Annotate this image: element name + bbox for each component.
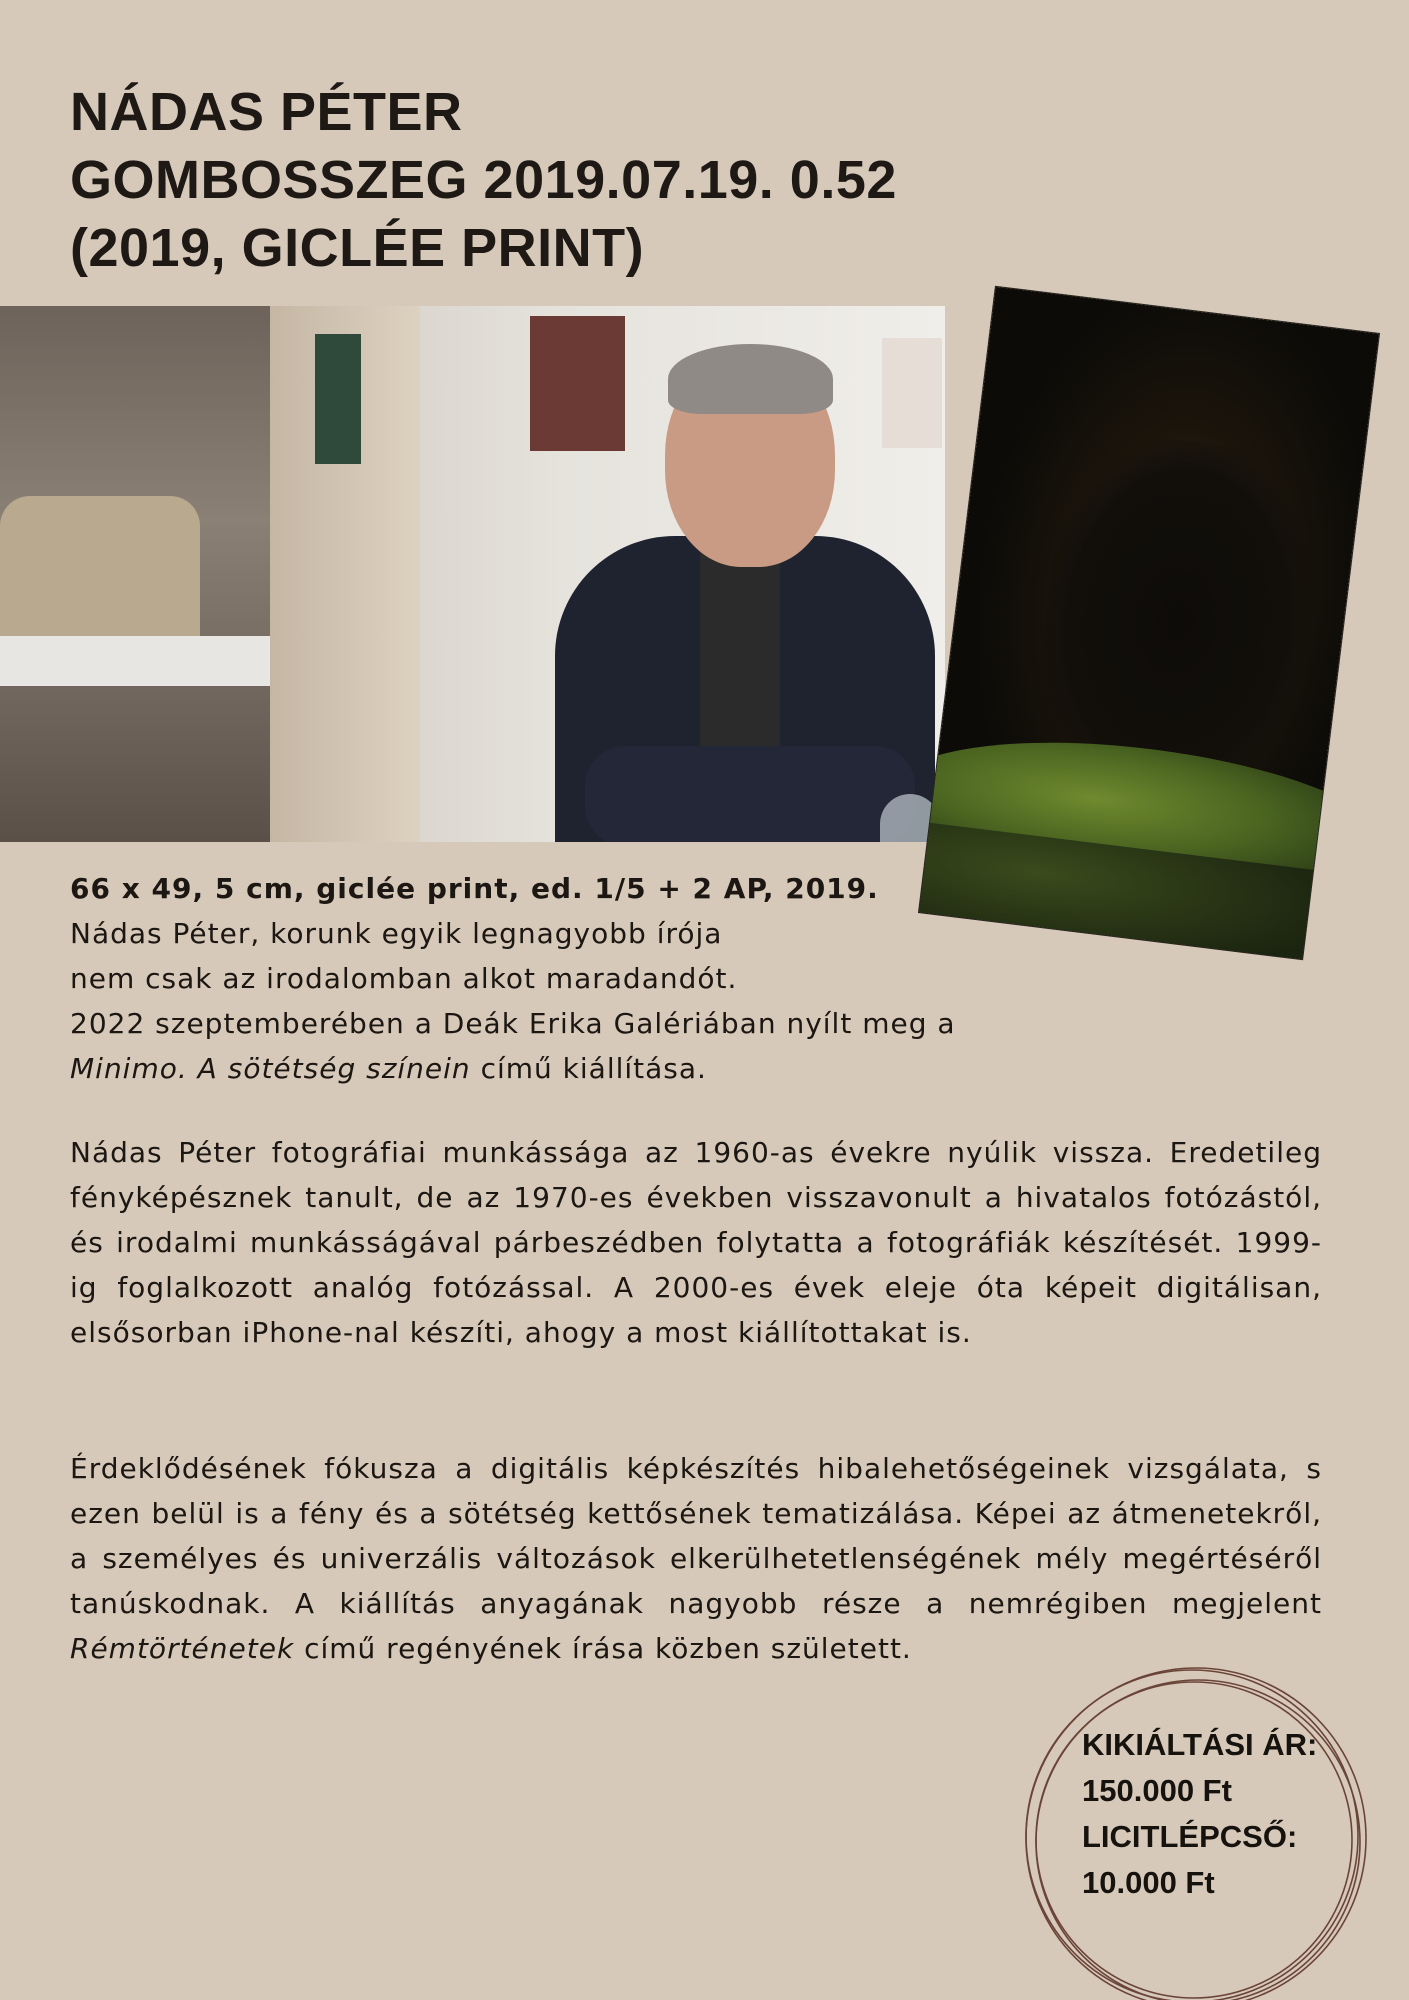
price-info (1082, 1722, 1317, 1906)
description-line (70, 1046, 956, 1091)
starting-price-label: KIKIÁLTÁSI ÁR: (1082, 1727, 1318, 1762)
displayed-book (315, 334, 361, 464)
artwork-description (70, 866, 956, 1091)
artwork-year-medium: (2019, GICLÉE PRINT) (70, 218, 645, 278)
bid-step-value: 10.000 Ft (1082, 1865, 1215, 1900)
person-hair (668, 344, 833, 414)
body-paragraph: Nádas Péter fotográfiai munkássága az 1960-as évekre nyúlik vissza. Eredetileg fényképésznek tanult, de az 1970-es években visszavonult a hivatalos fotózástól, és irodalmi munkásságával párbeszédben folytatta a fotográfiák készítését. 1999-ig foglalkozott analóg fotózással. A 2000-es évek eleje óta képeit digitálisan, elsősorban iPhone-nal készíti, ahogy a most kiállítottakat is. (70, 1136, 1322, 1349)
bid-step-label: LICITLÉPCSŐ: (1082, 1819, 1298, 1854)
price-badge (1010, 1660, 1370, 2000)
displayed-book (882, 338, 942, 448)
exhibition-title: Minimo. A sötétség színein (70, 1052, 471, 1085)
starting-price-value: 150.000 Ft (1082, 1773, 1232, 1808)
person-shirt (700, 546, 780, 776)
person-crossed-arms (585, 746, 915, 842)
artwork-details: 66 x 49, 5 cm, giclée print, ed. 1/5 + 2 AP, 2019. (70, 872, 879, 905)
paragraph-text: Érdeklődésének fókusza a digitális képkészítés hibalehetőségeinek vizsgálata, s ezen belül is a fény és a sötétség kettősének tematizálása. Képei az átmenetekről, a személyes és univerzális változások elkerülhetetlenségének mély megértéséről tanúskodnak. A kiállítás anyagának nagyobb része a nemrégiben megjelent (70, 1452, 1322, 1620)
artwork-photo (919, 287, 1379, 959)
description-line-suffix: című kiállítása. (470, 1052, 707, 1085)
description-line: nem csak az irodalomban alkot maradandót. (70, 962, 738, 995)
displayed-book (530, 316, 625, 451)
artist-name: NÁDAS PÉTER (70, 82, 463, 142)
description-line: Nádas Péter, korunk egyik legnagyobb írója (70, 917, 723, 950)
page-title (70, 78, 897, 282)
body-paragraph (70, 1446, 1322, 1671)
artwork-title: GOMBOSSZEG 2019.07.19. 0.52 (70, 150, 897, 210)
side-table (0, 636, 290, 686)
artist-portrait-photo (0, 306, 945, 842)
armchair (0, 496, 200, 646)
description-line: 2022 szeptemberében a Deák Erika Galériában nyílt meg a (70, 1007, 956, 1040)
paragraph-text: című regényének írása közben született. (294, 1632, 912, 1665)
book-title: Rémtörténetek (70, 1632, 295, 1665)
